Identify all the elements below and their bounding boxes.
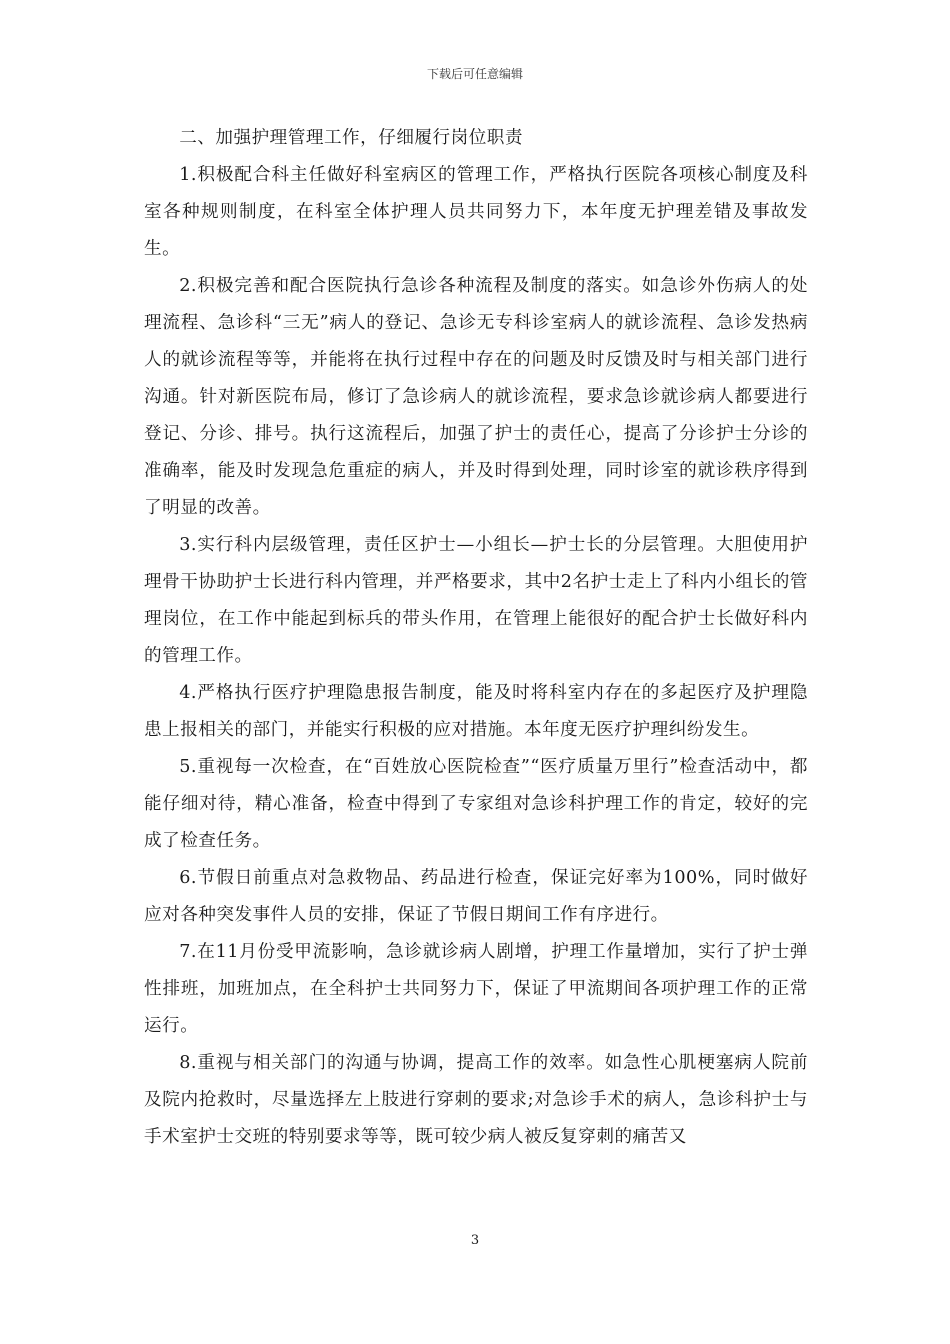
document-body	[144, 120, 808, 1156]
paragraph-4: 4.严格执行医疗护理隐患报告制度，能及时将科室内存在的多起医疗及护理隐患上报相关的部门，并能实行积极的应对措施。本年度无医疗护理纠纷发生。	[144, 683, 808, 740]
paragraph-7: 7.在11月份受甲流影响，急诊就诊病人剧增，护理工作量增加，实行了护士弹性排班，加班加点，在全科护士共同努力下，保证了甲流期间各项护理工作的正常运行。	[144, 942, 808, 1036]
paragraph-1: 1.积极配合科主任做好科室病区的管理工作，严格执行医院各项核心制度及科室各种规则制度，在科室全体护理人员共同努力下，本年度无护理差错及事故发生。	[144, 165, 808, 259]
paragraph-8: 8.重视与相关部门的沟通与协调，提高工作的效率。如急性心肌梗塞病人院前及院内抢救时，尽量选择左上肢进行穿刺的要求;对急诊手术的病人，急诊科护士与手术室护士交班的特别要求等等，既可较少病人被反复穿刺的痛苦又	[144, 1053, 808, 1147]
paragraph-6: 6.节假日前重点对急救物品、药品进行检查，保证完好率为100%，同时做好应对各种突发事件人员的安排，保证了节假日期间工作有序进行。	[144, 868, 808, 925]
paragraph-3: 3.实行科内层级管理，责任区护士—小组长—护士长的分层管理。大胆使用护理骨干协助护士长进行科内管理，并严格要求，其中2名护士走上了科内小组长的管理岗位，在工作中能起到标兵的带头作用，在管理上能很好的配合护士长做好科内的管理工作。	[144, 535, 808, 666]
paragraph-5: 5.重视每一次检查，在“百姓放心医院检查”“医疗质量万里行”检查活动中，都能仔细对待，精心准备，检查中得到了专家组对急诊科护理工作的肯定，较好的完成了检查任务。	[144, 757, 808, 851]
section-heading: 二、加强护理管理工作，仔细履行岗位职责	[179, 128, 523, 148]
page-number: 3	[470, 1233, 480, 1248]
page-header-note: 下载后可任意编辑	[426, 67, 523, 81]
paragraph-2: 2.积极完善和配合医院执行急诊各种流程及制度的落实。如急诊外伤病人的处理流程、急诊科“三无”病人的登记、急诊无专科诊室病人的就诊流程、急诊发热病人的就诊流程等等，并能将在执行过程中存在的问题及时反馈及时与相关部门进行沟通。针对新医院布局，修订了急诊病人的就诊流程，要求急诊就诊病人都要进行登记、分诊、排号。执行这流程后，加强了护士的责任心，提高了分诊护士分诊的准确率，能及时发现急危重症的病人，并及时得到处理，同时诊室的就诊秩序得到了明显的改善。	[144, 276, 808, 518]
